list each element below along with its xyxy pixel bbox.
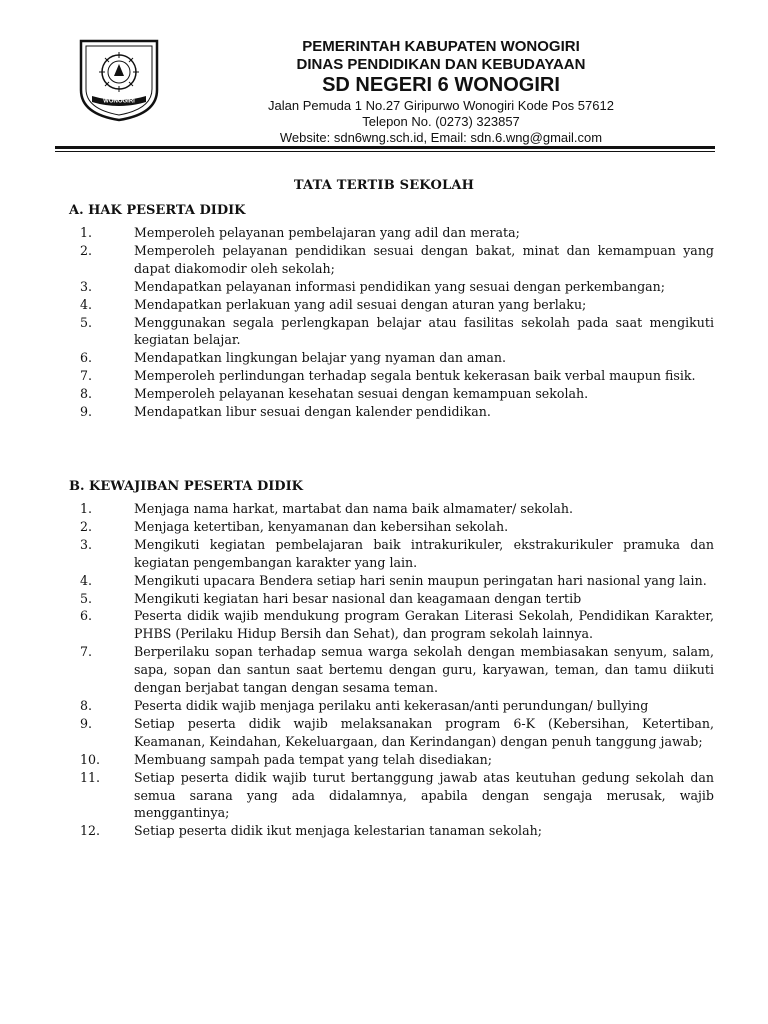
list-item-number: 12.	[80, 823, 101, 839]
school-phone: Telepon No. (0273) 323857	[362, 114, 520, 129]
list-item-text: Menjaga nama harkat, martabat dan nama baik almamater/ sekolah.	[134, 501, 574, 516]
list-item-text: Mendapatkan lingkungan belajar yang nyaman dan aman.	[134, 350, 507, 366]
regency-emblem-logo	[78, 38, 160, 122]
school-name: SD NEGERI 6 WONOGIRI	[322, 74, 560, 96]
list-item	[0, 822, 768, 840]
list-item-text: Memperoleh pelayanan pendidikan sesuai dengan bakat, minat dan kemampuan yang dapat diakomodir oleh sekolah;	[134, 242, 714, 276]
list-item-number: 6.	[80, 608, 93, 624]
list-item	[0, 697, 768, 715]
list-item-text: Memperoleh pelayanan kesehatan sesuai dengan kemampuan sekolah.	[134, 386, 589, 402]
list-item-text: Mengikuti upacara Bendera setiap hari senin maupun peringatan hari nasional yang lain.	[134, 572, 707, 588]
list-item-number: 5.	[80, 314, 93, 330]
document-title: TATA TERTIB SEKOLAH	[293, 178, 475, 193]
list-item	[0, 278, 768, 296]
list-item-number: 2.	[80, 518, 93, 534]
letterhead-text	[190, 38, 692, 146]
list-item	[0, 518, 768, 536]
list-item	[0, 607, 768, 643]
section-b-heading: B. KEWAJIBAN PESERTA DIDIK	[69, 479, 303, 494]
department-name: DINAS PENDIDIKAN DAN KEBUDAYAAN	[296, 56, 586, 73]
list-item-number: 2.	[80, 242, 93, 258]
list-item-text: Memperoleh pelayanan pembelajaran yang adil dan merata;	[134, 225, 520, 240]
list-item-number: 4.	[80, 296, 93, 312]
list-item	[0, 572, 768, 590]
list-item	[0, 715, 768, 751]
list-item-number: 1.	[80, 501, 93, 516]
list-item	[0, 536, 768, 572]
list-item-text: Mengikuti kegiatan pembelajaran baik intrakurikuler, ekstrakurikuler pramuka dan kegiatan pengembangan karakter yang lain.	[134, 536, 714, 570]
list-item-text: Membuang sampah pada tempat yang telah disediakan;	[134, 751, 493, 767]
list-item	[0, 643, 768, 697]
list-item-number: 7.	[80, 368, 93, 384]
list-item-number: 9.	[80, 404, 93, 420]
list-item	[0, 751, 768, 769]
list-item	[0, 500, 768, 518]
list-item-number: 8.	[80, 697, 93, 713]
list-item	[0, 367, 768, 385]
list-item-text: Memperoleh perlindungan terhadap segala bentuk kekerasan baik verbal maupun fisik.	[134, 368, 696, 384]
list-item	[0, 349, 768, 367]
list-item-number: 5.	[80, 590, 93, 606]
list-item-text: Mendapatkan libur sesuai dengan kalender pendidikan.	[134, 404, 491, 420]
list-item-number: 8.	[80, 386, 93, 402]
letterhead	[0, 0, 768, 160]
list-item-number: 11.	[80, 769, 101, 785]
letterhead-thick-rule	[55, 146, 715, 149]
logo-banner-text: WONOGIRI	[103, 98, 135, 105]
rights-list	[0, 224, 768, 421]
list-item-number: 6.	[80, 350, 93, 366]
list-item	[0, 590, 768, 608]
list-item	[0, 296, 768, 314]
letterhead-thin-rule	[55, 151, 715, 152]
list-item-number: 7.	[80, 644, 93, 660]
list-item-number: 1.	[80, 225, 93, 240]
list-item	[0, 403, 768, 421]
list-item-text: Menjaga ketertiban, kenyamanan dan kebersihan sekolah.	[134, 518, 509, 534]
list-item-text: Setiap peserta didik ikut menjaga kelestarian tanaman sekolah;	[134, 823, 542, 839]
list-item-number: 3.	[80, 536, 93, 552]
list-item-number: 3.	[80, 278, 93, 294]
list-item	[0, 385, 768, 403]
list-item-text: Mendapatkan pelayanan informasi pendidikan yang sesuai dengan perkembangan;	[134, 278, 666, 294]
list-item-text: Berperilaku sopan terhadap semua warga sekolah dengan membiasakan senyum, salam, sapa, sopan dan santun saat bertemu dengan guru, karyawan, teman, dan tamu diikuti dengan berjabat tangan dengan sesama teman.	[134, 644, 714, 696]
list-item-number: 9.	[80, 715, 93, 731]
list-item	[0, 224, 768, 242]
obligations-list	[0, 500, 768, 840]
school-website-email: Website: sdn6wng.sch.id, Email: sdn.6.wng@gmail.com	[279, 130, 603, 145]
section-a-heading: A. HAK PESERTA DIDIK	[69, 203, 246, 218]
school-address: Jalan Pemuda 1 No.27 Giripurwo Wonogiri Kode Pos 57612	[268, 98, 614, 113]
list-item-text: Menggunakan segala perlengkapan belajar atau fasilitas sekolah pada saat mengikuti kegiatan belajar.	[134, 314, 714, 348]
list-item	[0, 314, 768, 350]
list-item-text: Mendapatkan perlakuan yang adil sesuai dengan aturan yang berlaku;	[134, 296, 587, 312]
list-item-text: Mengikuti kegiatan hari besar nasional dan keagamaan dengan tertib	[134, 590, 582, 606]
list-item-text: Setiap peserta didik wajib melaksanakan program 6-K (Kebersihan, Ketertiban, Keamanan, Keindahan, Kekeluargaan, dan Kerindangan) dengan penuh tanggung jawab;	[134, 715, 714, 749]
list-item-number: 10.	[80, 751, 101, 767]
list-item	[0, 769, 768, 823]
list-item-number: 4.	[80, 572, 93, 588]
list-item-text: Setiap peserta didik wajib turut bertanggung jawab atas keutuhan gedung sekolah dan semua sarana yang ada didalamnya, apabila dengan sengaja merusak, wajib menggantinya;	[134, 769, 714, 821]
government-name: PEMERINTAH KABUPATEN WONOGIRI	[302, 38, 580, 55]
list-item	[0, 242, 768, 278]
list-item-text: Peserta didik wajib mendukung program Gerakan Literasi Sekolah, Pendidikan Karakter, PHBS (Perilaku Hidup Bersih dan Sehat), dan program sekolah lainnya.	[134, 608, 714, 642]
list-item-text: Peserta didik wajib menjaga perilaku anti kekerasan/anti perundungan/ bullying	[134, 697, 649, 713]
